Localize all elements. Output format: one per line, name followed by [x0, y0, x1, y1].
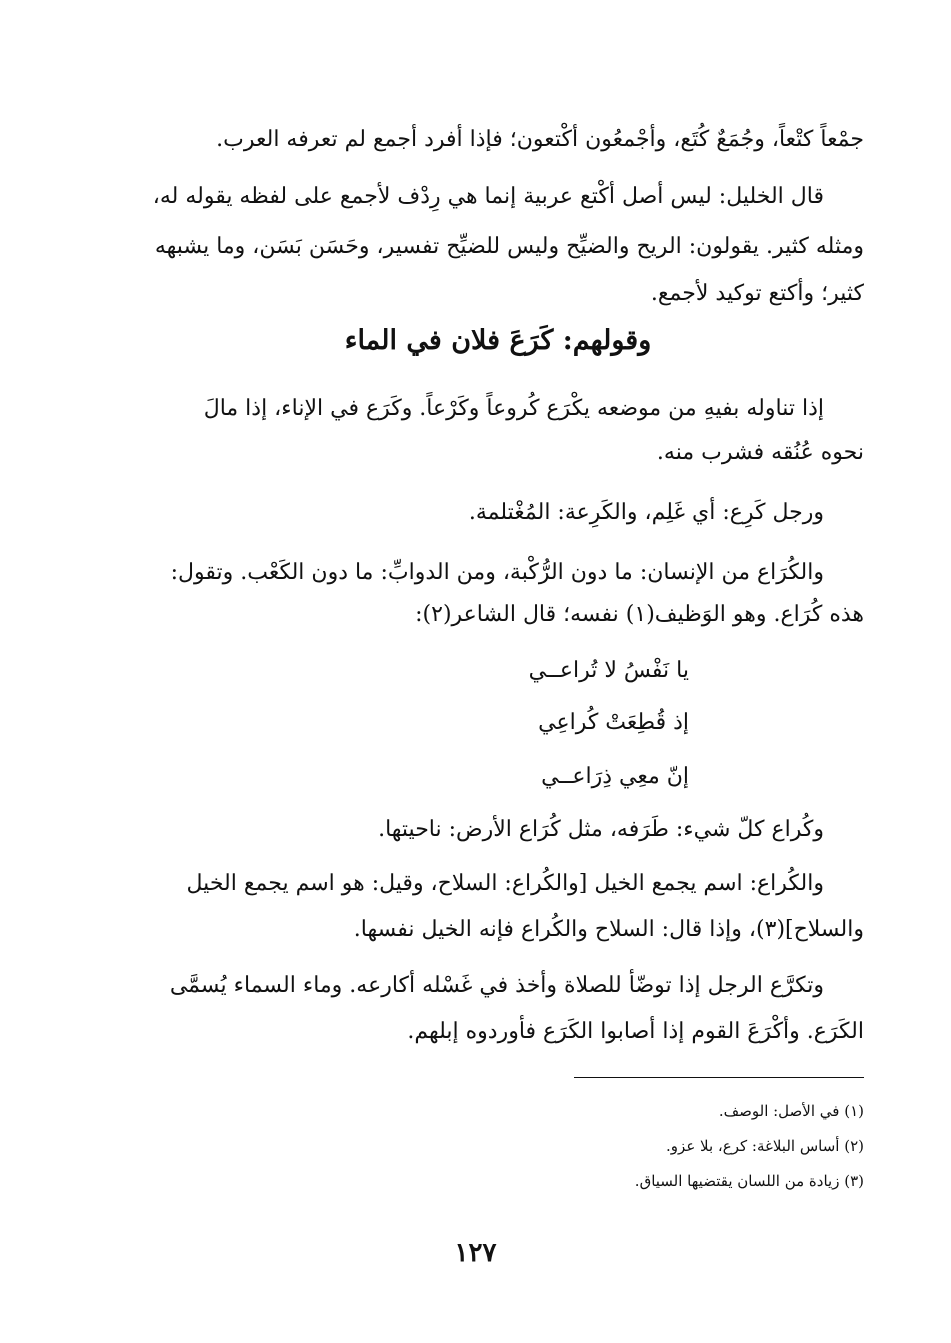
section-heading: وقولهم: كَرَعَ فلان في الماء: [344, 325, 652, 356]
page-number: ١٢٧: [454, 1238, 497, 1268]
text-line: جمْعاً كتْعاً، وجُمَعٌ كُتَع، وأجْمعُون أكْتعون؛ فإذا أفرد أجمع لم تعرفه العرب.: [216, 127, 864, 152]
text-line: والسلاح](٣)، وإذا قال: السلاح والكُراع فإنه الخيل نفسها.: [353, 917, 864, 942]
text-line: والكُرَاع من الإنسان: ما دون الرُّكْبة، ومن الدوابِّ: ما دون الكَعْب. وتقول:: [170, 560, 824, 585]
text-line: والكُراع: اسم يجمع الخيل [والكُراع: السلاح، وقيل: هو اسم يجمع الخيل: [186, 871, 824, 896]
text-line: الكَرَع. وأكْرَعَ القوم إذا أصابوا الكَرَع فأوردوه إبلهم.: [407, 1019, 864, 1044]
text-line: قال الخليل: ليس أصل أكْتع عربية إنما هي رِدْف لأجمع على لفظه يقوله له،: [152, 184, 824, 209]
footnote: (٣) زيادة من اللسان يقتضيها السياق.: [634, 1172, 864, 1190]
text-line: هذه كُرَاع. وهو الوَظيف(١) نفسه؛ قال الشاعر(٢):: [415, 602, 864, 627]
verse-line: يا نَفْسُ لا تُراعــي: [528, 658, 689, 683]
text-line: ورجل كَرِع: أي غَلِم، والكَرِعة: المُغْتلمة.: [468, 500, 824, 525]
text-line: وكُراع كلّ شيء: طَرَفه، مثل كُرَاع الأرض: ناحيتها.: [378, 817, 824, 842]
footnote: (١) في الأصل: الوصف.: [718, 1102, 864, 1120]
verse-line: إنّ معِي ذِرَاعــي: [541, 764, 689, 789]
text-line: إذا تناوله بفيهِ من موضعه يكْرَع كُروعاً وكَرْعاً. وكَرَع في الإناء، إذا مالَ: [203, 396, 824, 421]
text-line: نحوه عُنُقه فشرب منه.: [656, 440, 864, 465]
text-line: ومثله كثير. يقولون: الريح والضيِّح وليس للضيِّح تفسير، وحَسَن بَسَن، وما يشبهه: [154, 234, 864, 259]
text-line: كثير؛ وأكتع توكيد لأجمع.: [650, 281, 864, 306]
verse-line: إذ قُطِعَتْ كُراعِي: [538, 710, 689, 735]
footnote: (٢) أساس البلاغة: كرع، بلا عزو.: [666, 1137, 864, 1155]
text-line: وتكرَّع الرجل إذا توضّأ للصلاة وأخذ في غَسْله أكارعه. وماء السماء يُسمَّى: [169, 973, 824, 998]
footnote-divider: [574, 1077, 864, 1078]
